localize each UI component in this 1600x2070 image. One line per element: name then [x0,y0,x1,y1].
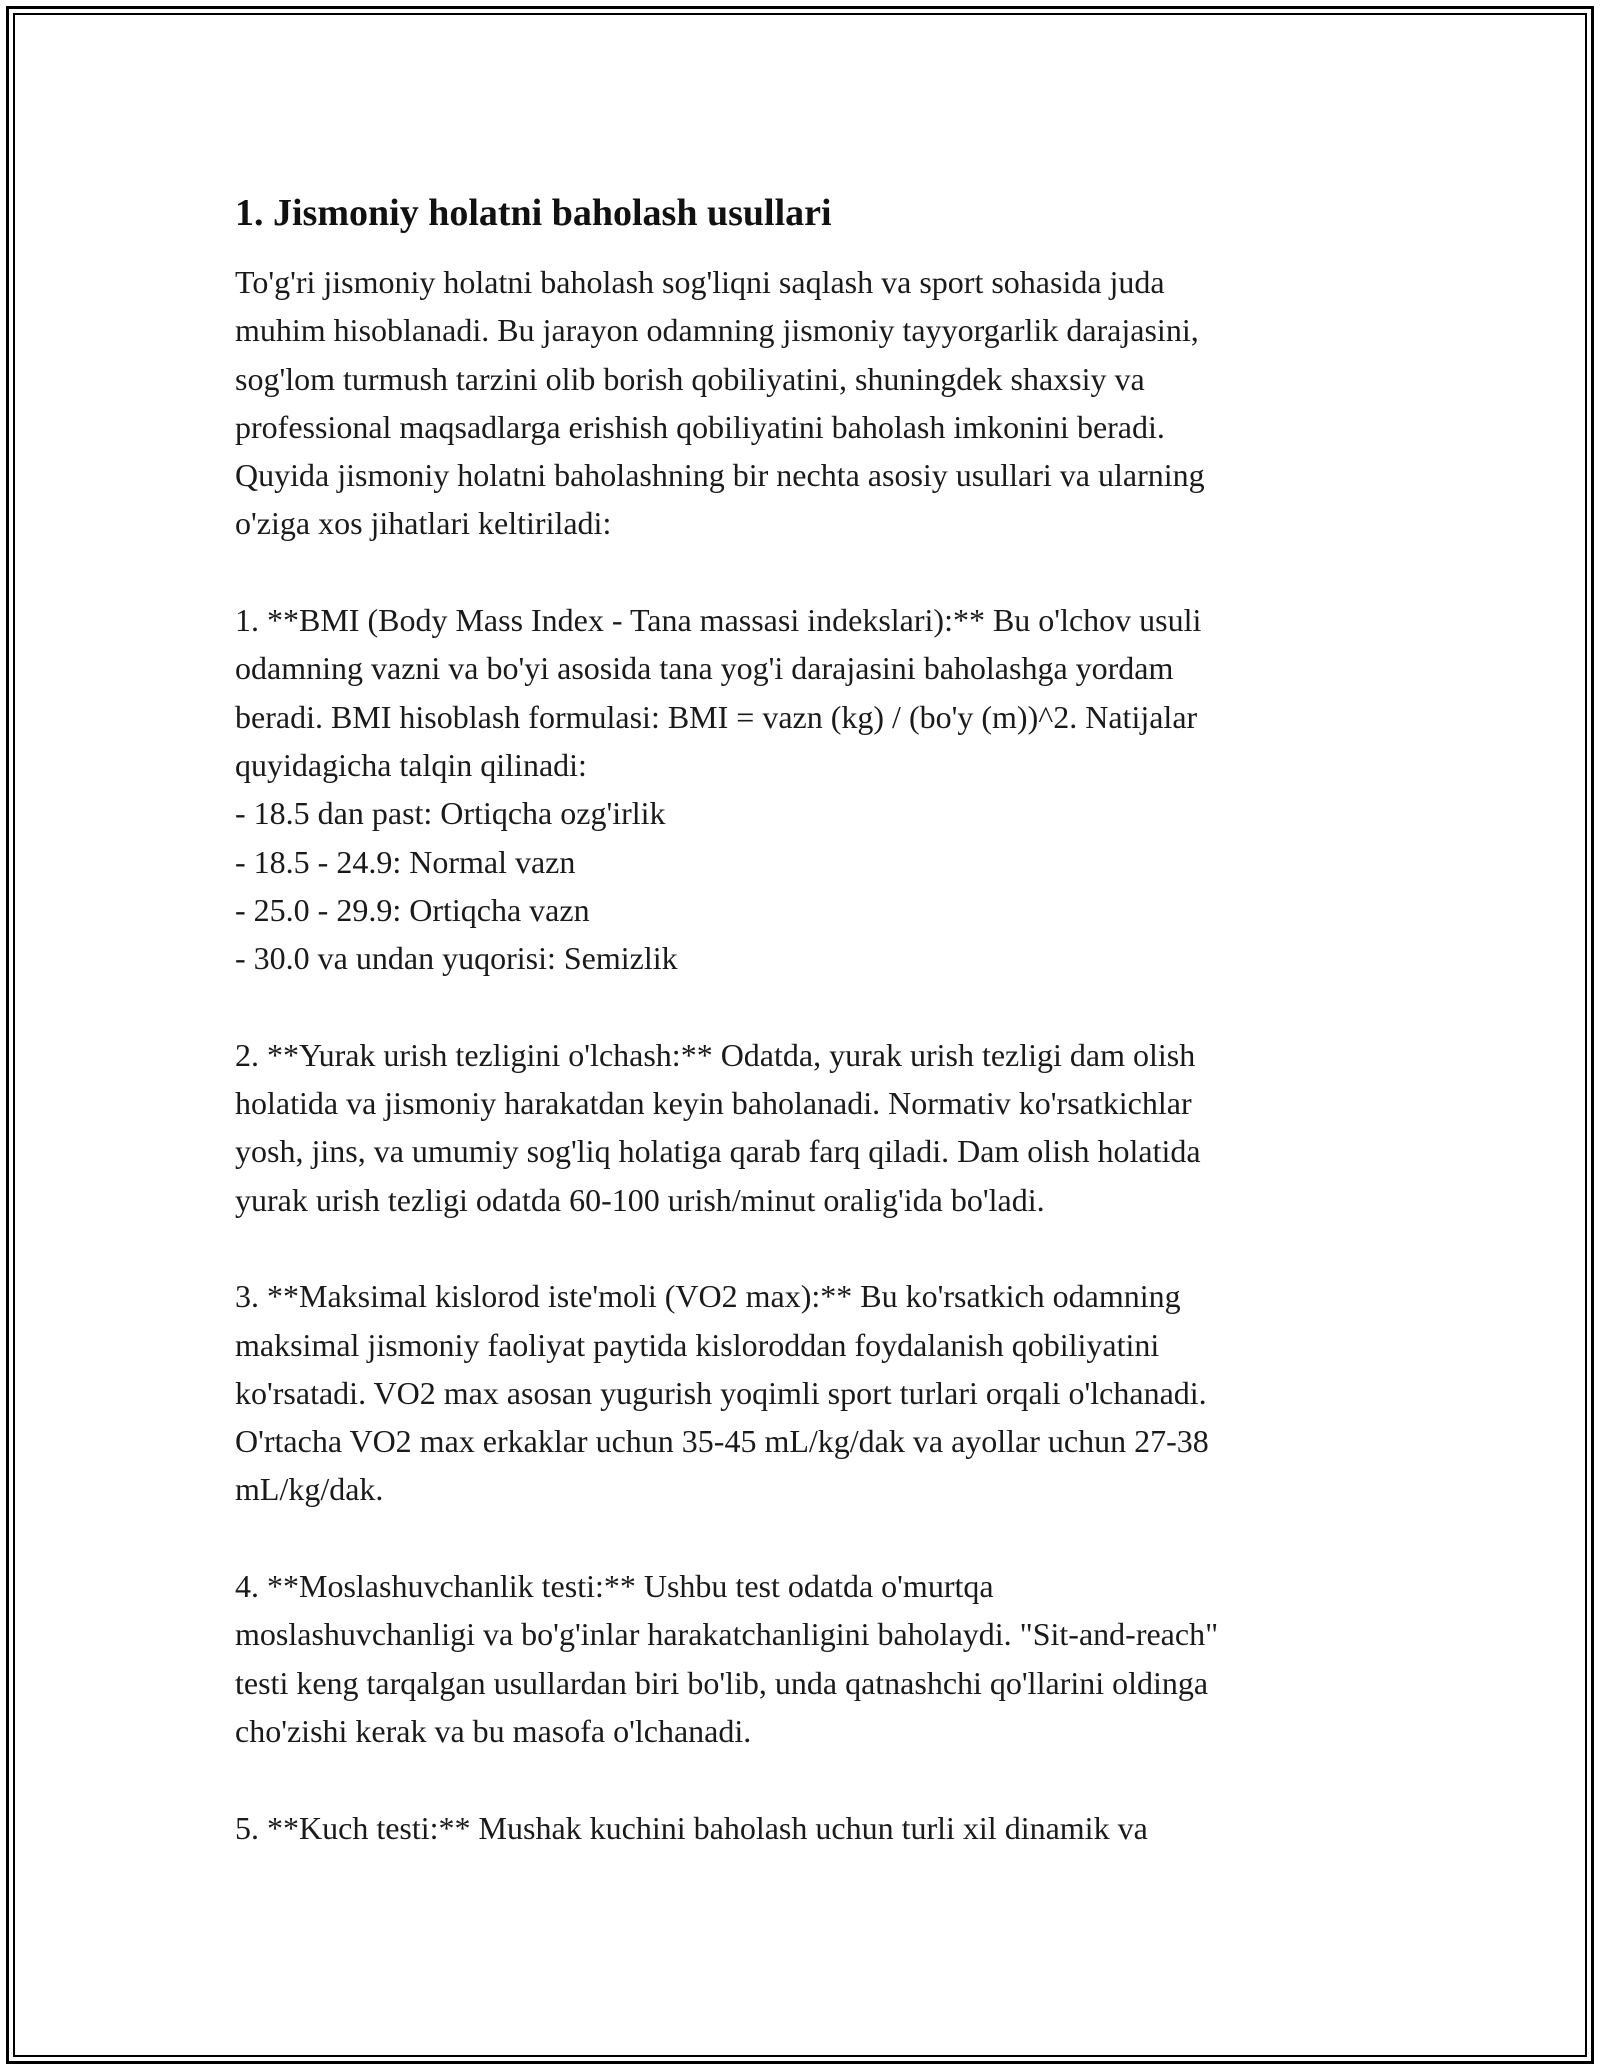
section-bmi: 1. **BMI (Body Mass Index - Tana massasi indekslari):** Bu o'lchov usuli odamning vazni va bo'yi asosida tana yog'i darajasini baholashga yordam beradi. BMI hisoblash formulasi: BMI = vazn (kg) / (bo'y (m))^2. Natijalar quyidagicha talqin qilinadi: - 18.5 dan past: Ortiqcha ozg'irlik - 18.5 - 24.9: Normal vazn - 25.0 - 29.9: Ortiqcha vazn - 30.0 va undan yuqorisi: Semizlik [235,602,1202,977]
paragraph-spacer [235,1755,1375,1803]
paragraph-spacer [235,1224,1375,1272]
section-vo2-max: 3. **Maksimal kislorod iste'moli (VO2 max):** Bu ko'rsatkich odamning maksimal jismoniy faoliyat paytida kisloroddan foydalanish qobiliyatini ko'rsatadi. VO2 max asosan yugurish yoqimli sport turlari orqali o'lchanadi. O'rtacha VO2 max erkaklar uchun 35-45 mL/kg/dak va ayollar uchun 27-38 mL/kg/dak. [235,1278,1209,1508]
document-body [235,188,1375,1852]
document-title: 1. Jismoniy holatni baholash usullari [235,192,832,234]
intro-paragraph: To'g'ri jismoniy holatni baholash sog'liqni saqlash va sport sohasida juda muhim hisoblanadi. Bu jarayon odamning jismoniy tayyorgarlik darajasini, sog'lom turmush tarzini olib borish qobiliyatini, shuningdek shaxsiy va professional maqsadlarga erishish qobiliyatini baholash imkonini beradi. Quyida jismoniy holatni baholashning bir nechta asosiy usullari va ularning o'ziga xos jihatlari keltiriladi: [235,264,1205,542]
paragraph-spacer [235,1514,1375,1562]
paragraph-spacer [235,982,1375,1030]
section-heart-rate: 2. **Yurak urish tezligini o'lchash:** Odatda, yurak urish tezligi dam olish holatida va jismoniy harakatdan keyin baholanadi. Normativ ko'rsatkichlar yosh, jins, va umumiy sog'liq holatiga qarab farq qiladi. Dam olish holatida yurak urish tezligi odatda 60-100 urish/minut oralig'ida bo'ladi. [235,1036,1201,1218]
section-strength-test: 5. **Kuch testi:** Mushak kuchini baholash uchun turli xil dinamik va [235,1809,1148,1846]
section-flexibility-test: 4. **Moslashuvchanlik testi:** Ushbu test odatda o'murtqa moslashuvchanligi va bo'g'inlar harakatchanligini baholaydi. "Sit-and-reach" testi keng tarqalgan usullardan biri bo'lib, unda qatnashchi qo'llarini oldinga cho'zishi kerak va bu masofa o'lchanadi. [235,1568,1219,1749]
paragraph-spacer [235,548,1375,596]
